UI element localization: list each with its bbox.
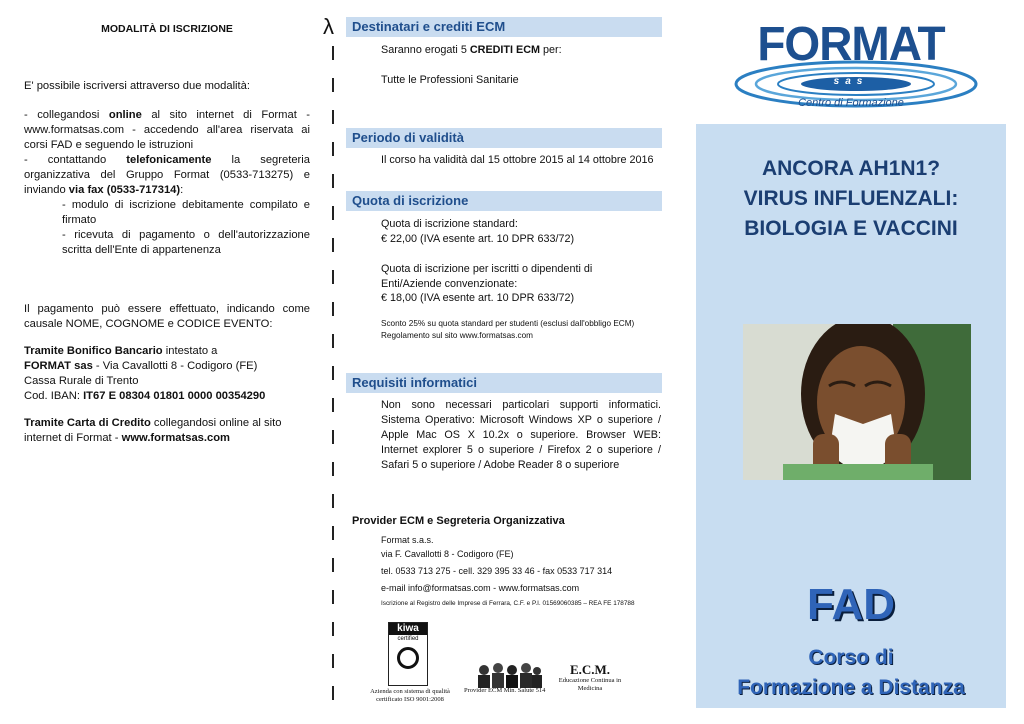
bank-name: Cassa Rurale di Trento <box>24 375 139 387</box>
bonifico-line: Tramite Bonifico Bancario intestato a <box>24 345 218 357</box>
requirements-text: Non sono necessari particolari supporti informatici. Sistema Operativo: Microsoft Windows XP o superiore / Apple Mac OS X 10.2x o superiore. Browser WEB: Internet explorer 5 o superiore / Firefox 2 o superiore / Safari 5 o superiore / Adobe Reader 8 o superiore <box>381 399 661 471</box>
cut-mark <box>332 270 334 284</box>
cut-mark <box>332 590 334 604</box>
provider-caption: Provider ECM Min. Salute 514 <box>464 687 546 694</box>
format-logo: FORMAT sas Centro di Formazione <box>696 14 1006 124</box>
cut-mark <box>332 334 334 348</box>
fad-subtitle-line2: Formazione a Distanza <box>737 676 965 699</box>
fad-title: FAD <box>807 580 895 629</box>
fee-standard: € 22,00 (IVA esente art. 10 DPR 633/72) <box>381 233 575 245</box>
cover-panel <box>696 14 1006 708</box>
fee-standard-label: Quota di iscrizione standard: <box>381 218 518 230</box>
payment-text: Il pagamento può essere effettuato, indicando come causale NOME, COGNOME e CODICE EVENTO: <box>24 303 310 330</box>
provider-email: e-mail info@formatsas.com - www.formatsas.com <box>381 583 580 593</box>
iban-line: Cod. IBAN: IT67 E 08304 01801 0000 00354290 <box>24 390 266 402</box>
cut-mark <box>332 302 334 316</box>
cut-mark <box>332 110 334 124</box>
cut-mark <box>332 366 334 380</box>
cut-mark <box>332 46 334 60</box>
cut-mark <box>332 526 334 540</box>
course-title-line2: VIRUS INFLUENZALI: <box>743 187 959 210</box>
enrollment-title: MODALITÀ DI ISCRIZIONE <box>101 23 233 35</box>
enrollment-sub2: - ricevuta di pagamento o dell'autorizzazione scritta dell'Ente di appartenenza <box>62 229 310 256</box>
course-title-line1: ANCORA AH1N1? <box>761 157 941 180</box>
provider-group-image <box>474 660 544 688</box>
course-title-line3: BIOLOGIA E VACCINI <box>744 217 958 240</box>
cut-mark <box>332 78 334 92</box>
regulation-line: Regolamento sul sito www.formatsas.com <box>381 331 533 340</box>
cut-mark <box>332 494 334 508</box>
cut-mark <box>332 462 334 476</box>
enrollment-phone: - contattando telefonicamente la segreteria organizzativa del Gruppo Format (0533-713275) e inviando via fax (0533-717314): <box>24 154 310 196</box>
validity-line: Il corso ha validità dal 15 ottobre 2015 al 14 ottobre 2016 <box>381 154 654 166</box>
format-address: FORMAT sas - Via Cavallotti 8 - Codigoro (FE) <box>24 360 258 372</box>
provider-title: Provider ECM e Segreteria Organizzativa <box>352 515 565 527</box>
fad-subtitle-line1: Corso di <box>808 646 894 669</box>
fee-reduced-label: Quota di iscrizione per iscritti o dipendenti di Enti/Aziende convenzionate: <box>381 263 593 290</box>
kiwa-seal-icon <box>397 647 419 669</box>
section-header-fee: Quota di iscrizione <box>346 191 662 211</box>
scissors-icon: λ <box>323 14 334 39</box>
cut-mark <box>332 238 334 252</box>
cut-mark <box>332 430 334 444</box>
provider-address: via F. Cavallotti 8 - Codigoro (FE) <box>381 549 514 559</box>
fee-reduced: € 18,00 (IVA esente art. 10 DPR 633/72) <box>381 292 575 304</box>
cut-mark <box>332 206 334 220</box>
left-column <box>24 0 310 724</box>
cut-mark <box>332 622 334 636</box>
section-header-ecm: Destinatari e crediti ECM <box>346 17 662 37</box>
section-header-requirements: Requisiti informatici <box>346 373 662 393</box>
provider-phone: tel. 0533 713 275 - cell. 329 395 33 46 - fax 0533 717 314 <box>381 566 613 576</box>
kiwa-logo: kiwa certified <box>388 622 428 686</box>
provider-registry: Iscrizione al Registro delle Imprese di Ferrara, C.F. e P.I. 01569060385 – REA FE 178788 <box>381 600 635 607</box>
cut-mark <box>332 654 334 668</box>
section-header-validity: Periodo di validità <box>346 128 662 148</box>
enrollment-intro: E' possibile iscriversi attraverso due modalità: <box>24 80 250 92</box>
cut-mark <box>332 686 334 700</box>
sneezing-woman-photo <box>743 324 971 480</box>
card-line: Tramite Carta di Credito collegandosi online al sito internet di Format - www.formatsas.com <box>24 417 282 444</box>
discount-line: Sconto 25% su quota standard per studenti (esclusi dall'obbligo ECM) <box>381 319 635 328</box>
professions-line: Tutte le Professioni Sanitarie <box>381 74 519 86</box>
middle-column <box>346 0 664 724</box>
ecm-logo-subtitle: Educazione Continua in Medicina <box>558 677 622 692</box>
cut-mark <box>332 558 334 572</box>
credits-line: Saranno erogati 5 CREDITI ECM per: <box>381 44 562 56</box>
enrollment-sub1: - modulo di iscrizione debitamente compilato e firmato <box>62 199 310 226</box>
provider-name: Format s.a.s. <box>381 535 434 545</box>
cut-mark <box>332 142 334 156</box>
cut-mark <box>332 174 334 188</box>
ecm-logo-title: E.C.M. <box>569 662 611 677</box>
cut-mark <box>332 398 334 412</box>
kiwa-caption: Azienda con sistema di qualità certificato ISO 9001:2008 <box>370 688 450 703</box>
enrollment-online: - collegandosi online al sito internet di Format - www.formatsas.com - accedendo all'area riservata ai corsi FAD e seguendo le istruzioni <box>24 109 311 151</box>
